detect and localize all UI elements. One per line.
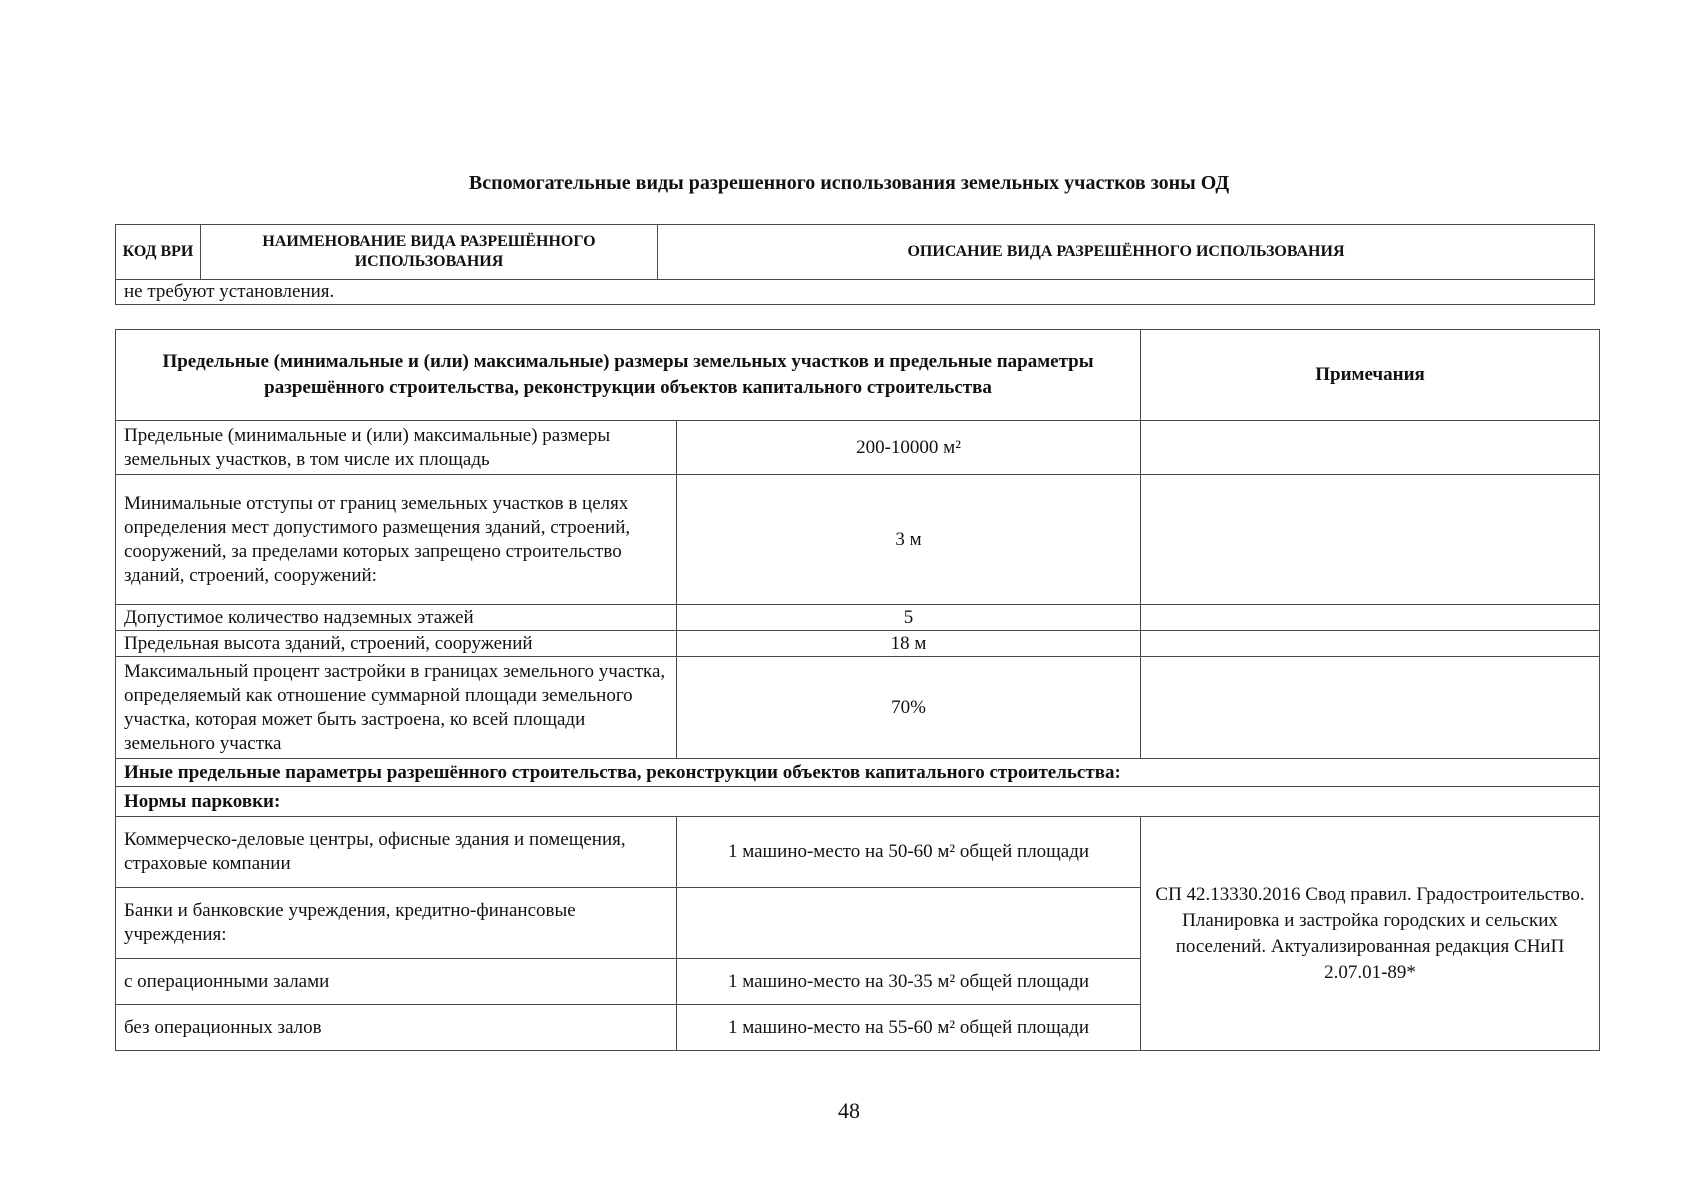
param-label: Допустимое количество надземных этажей bbox=[116, 605, 677, 631]
header-code: КОД ВРИ bbox=[116, 225, 201, 280]
header-parameters: Предельные (минимальные и (или) максимальные) размеры земельных участков и предельные параметры разрешённого строительства, реконструкции объектов капитального строительства bbox=[116, 330, 1141, 421]
parking-label: Коммерческо-деловые центры, офисные здания и помещения, страховые компании bbox=[116, 817, 677, 888]
param-value: 3 м bbox=[677, 475, 1141, 605]
param-note bbox=[1141, 605, 1600, 631]
header-notes: Примечания bbox=[1141, 330, 1600, 421]
other-params-heading: Иные предельные параметры разрешённого строительства, реконструкции объектов капитального строительства: bbox=[116, 759, 1600, 787]
page-number: 48 bbox=[838, 1098, 860, 1123]
param-value: 5 bbox=[677, 605, 1141, 631]
param-label: Предельные (минимальные и (или) максимальные) размеры земельных участков, в том числе их площадь bbox=[116, 421, 677, 475]
parking-label: с операционными залами bbox=[116, 959, 677, 1005]
parking-value: 1 машино-место на 50-60 м² общей площади bbox=[677, 817, 1141, 888]
param-note bbox=[1141, 421, 1600, 475]
parameters-table bbox=[115, 329, 1600, 1051]
param-value: 70% bbox=[677, 657, 1141, 759]
param-value: 18 м bbox=[677, 631, 1141, 657]
param-note bbox=[1141, 475, 1600, 605]
param-label: Предельная высота зданий, строений, сооружений bbox=[116, 631, 677, 657]
vri-row-text: не требуют установления. bbox=[116, 280, 1595, 305]
parking-heading: Нормы парковки: bbox=[116, 787, 1600, 817]
parking-label: без операционных залов bbox=[116, 1005, 677, 1051]
param-label: Минимальные отступы от границ земельных участков в целях определения мест допустимого размещения зданий, строений, сооружений, за пределами которых запрещено строительство зданий, строений, сооружений: bbox=[116, 475, 677, 605]
parking-value bbox=[677, 888, 1141, 959]
param-value: 200-10000 м² bbox=[677, 421, 1141, 475]
param-label: Максимальный процент застройки в границах земельного участка, определяемый как отношение суммарной площади земельного участка, которая может быть застроена, ко всей площади земельного участка bbox=[116, 657, 677, 759]
vri-table bbox=[115, 224, 1595, 305]
param-note bbox=[1141, 631, 1600, 657]
parking-value: 1 машино-место на 30-35 м² общей площади bbox=[677, 959, 1141, 1005]
param-note bbox=[1141, 657, 1600, 759]
parking-note: СП 42.13330.2016 Свод правил. Градостроительство. Планировка и застройка городских и сельских поселений. Актуализированная редакция СНиП 2.07.01-89* bbox=[1141, 817, 1600, 1051]
header-description: ОПИСАНИЕ ВИДА РАЗРЕШЁННОГО ИСПОЛЬЗОВАНИЯ bbox=[658, 225, 1595, 280]
parking-label: Банки и банковские учреждения, кредитно-финансовые учреждения: bbox=[116, 888, 677, 959]
header-name: НАИМЕНОВАНИЕ ВИДА РАЗРЕШЁННОГО ИСПОЛЬЗОВАНИЯ bbox=[201, 225, 658, 280]
page-title: Вспомогательные виды разрешенного использования земельных участков зоны ОД bbox=[468, 172, 1230, 194]
parking-value: 1 машино-место на 55-60 м² общей площади bbox=[677, 1005, 1141, 1051]
